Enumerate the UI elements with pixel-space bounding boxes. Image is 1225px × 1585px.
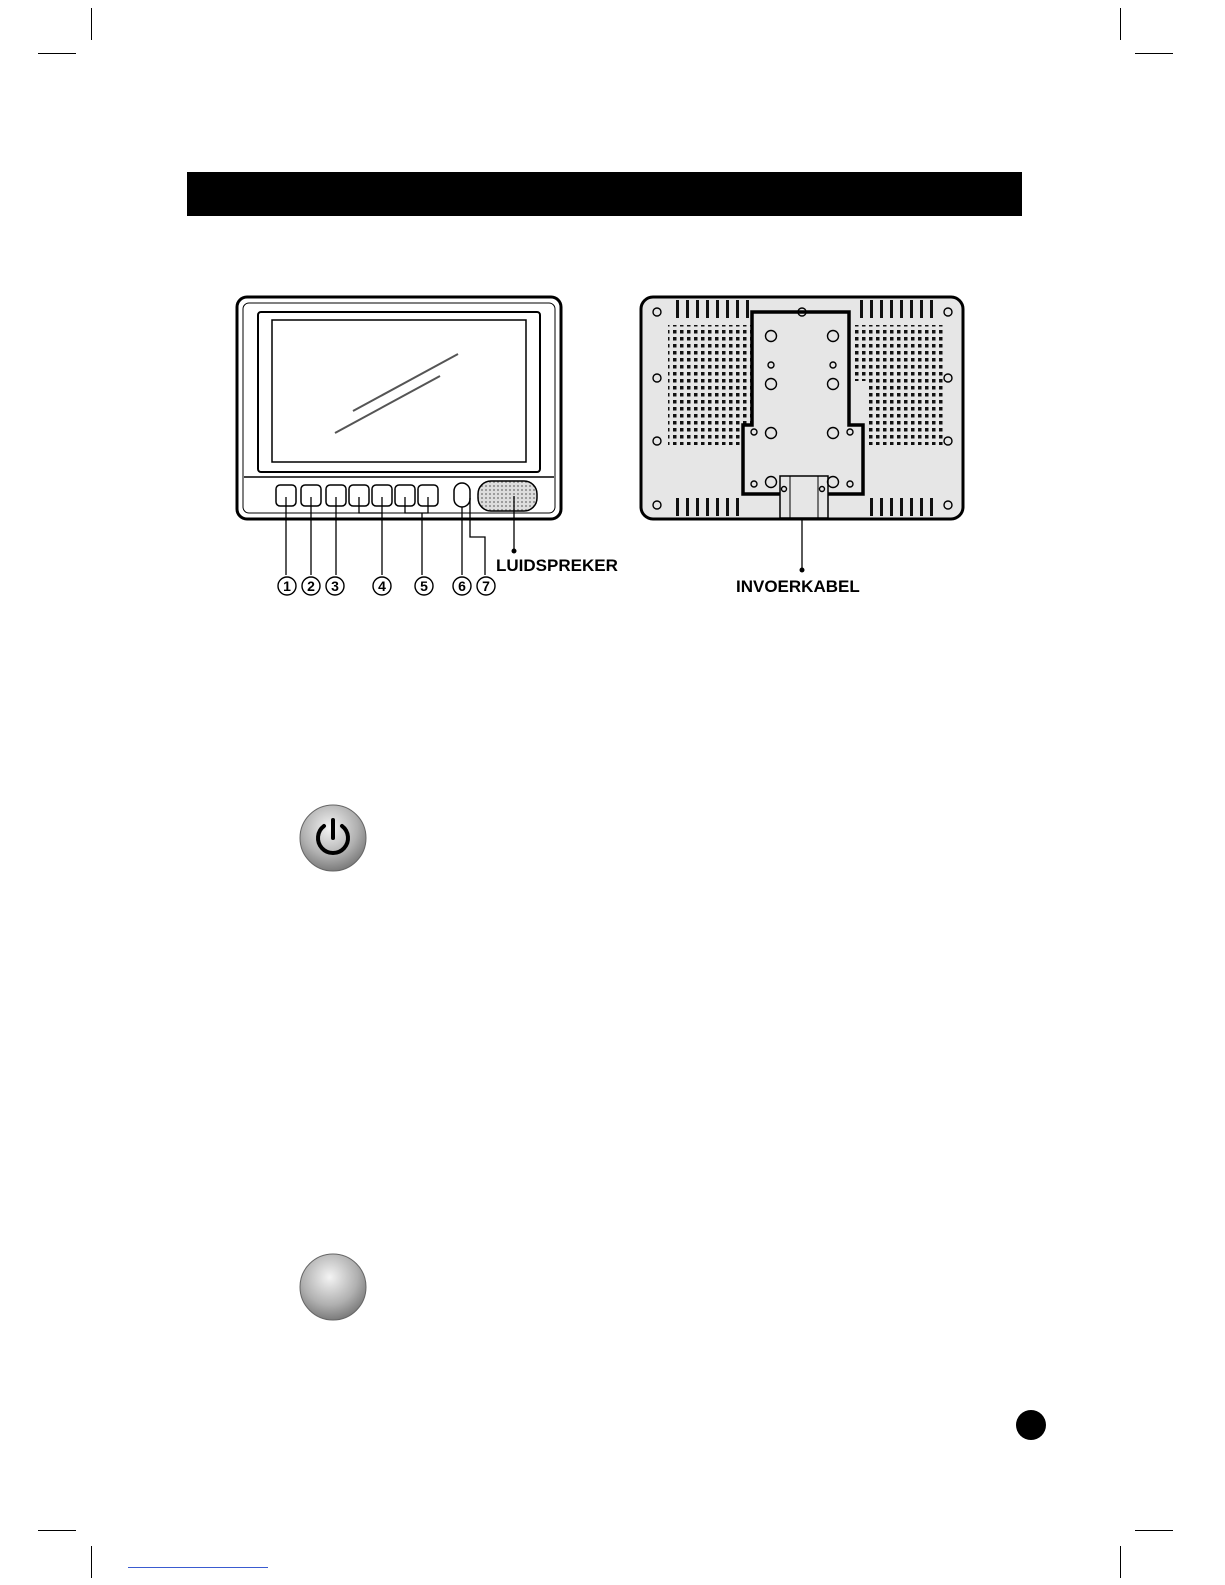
vent-slot [696, 498, 699, 516]
front-button-6[interactable] [454, 483, 470, 507]
vent-slot [676, 300, 679, 318]
callout-3: 3 [331, 578, 339, 594]
callout-7: 7 [482, 578, 490, 594]
vent-slot [920, 300, 923, 318]
vent-slot [910, 300, 913, 318]
vent-slot [920, 498, 923, 516]
vent-slot [706, 498, 709, 516]
speaker-label: LUIDSPREKER [496, 556, 618, 575]
vent-slot [900, 300, 903, 318]
vent-slot [726, 498, 729, 516]
power-icon [300, 805, 366, 871]
vent-slot [706, 300, 709, 318]
vent-slot [900, 498, 903, 516]
monitor-back-view [641, 297, 963, 596]
page-number-dot [1016, 1410, 1046, 1440]
vent-slot [716, 300, 719, 318]
screen [272, 320, 526, 462]
vent-slot [746, 300, 749, 318]
vent-slot [930, 300, 933, 318]
callout-4: 4 [378, 578, 386, 594]
callout-5: 5 [420, 578, 428, 594]
round-button-icon [300, 1254, 366, 1320]
vent-slot [716, 498, 719, 516]
callout-6: 6 [458, 578, 466, 594]
callout-2: 2 [307, 578, 315, 594]
vent-slot [686, 498, 689, 516]
vent-slot [870, 300, 873, 318]
vent-slot [736, 498, 739, 516]
speaker-grille [478, 481, 537, 511]
vent-slot [880, 498, 883, 516]
vent-slot [890, 498, 893, 516]
vent-slot [870, 498, 873, 516]
vent-slot [696, 300, 699, 318]
vent-slot [736, 300, 739, 318]
vent-slot [686, 300, 689, 318]
vent-slot [676, 498, 679, 516]
vent-slot [890, 300, 893, 318]
vent-slot [910, 498, 913, 516]
callout-numbers [278, 577, 495, 595]
input-cable-label: INVOERKABEL [736, 577, 860, 596]
footer-link-underline [128, 1567, 268, 1568]
vent-slot [930, 498, 933, 516]
vent-slot [860, 300, 863, 318]
callout-1: 1 [283, 578, 291, 594]
input-cable-connector [780, 476, 828, 518]
vent-slot [726, 300, 729, 318]
monitor-front-view [237, 297, 618, 595]
vent-slot [880, 300, 883, 318]
